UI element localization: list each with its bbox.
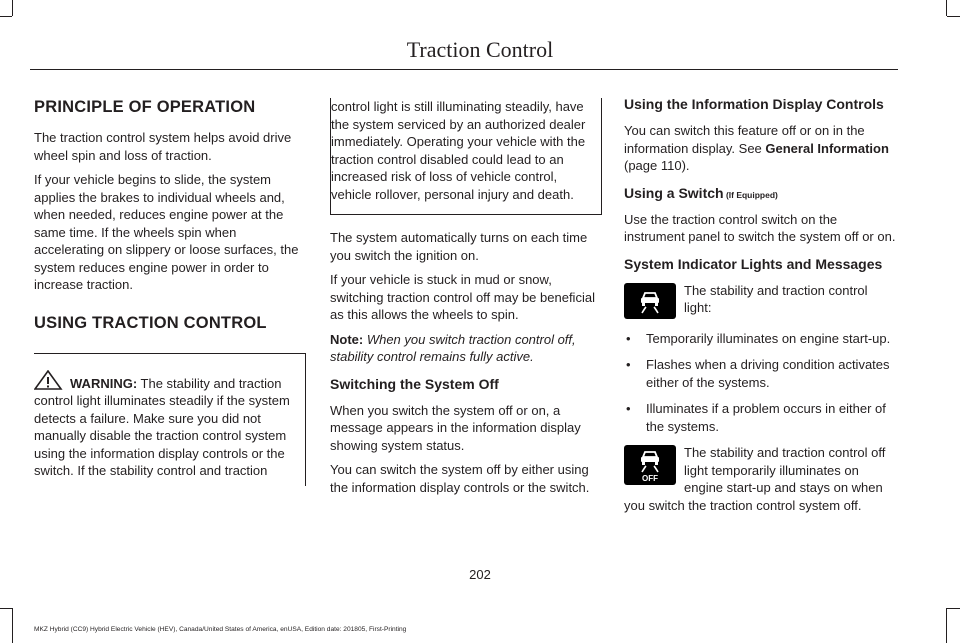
crop-mark (0, 16, 12, 17)
traction-control-light-icon (624, 283, 676, 319)
info-text-post: (page 110). (624, 158, 690, 173)
column-3 (624, 96, 896, 521)
switch-heading (624, 185, 896, 201)
traction-control-off-light-icon (624, 445, 676, 485)
page-number: 202 (469, 567, 491, 582)
if-equipped-label: (If Equipped) (723, 189, 778, 200)
header-rule (30, 69, 898, 70)
page-title: Traction Control (406, 37, 554, 62)
warning-box-continued (330, 98, 602, 215)
warning-text: The stability and traction control light illuminates steadily if the system detects a failure. Make sure you did not manually disable the traction control system using the information display controls or the switch. If the stability control and traction (34, 375, 290, 478)
principle-paragraph-2: If your vehicle begins to slide, the system applies the brakes to individual wheels and, when needed, reduces engine power at the same time. If the wheels spin when accelerating on slippery or loose surfaces, the system reduces engine power in order to increase traction. (34, 172, 299, 292)
info-text-pre: You can switch this feature off or on in the information display. See (624, 123, 865, 156)
note-label: Note: (330, 331, 364, 347)
crop-mark (12, 0, 13, 16)
column-2 (330, 98, 602, 503)
column-1 (34, 92, 306, 486)
crop-mark (0, 608, 12, 609)
note-text: When you switch traction control off, stability control remains fully active. (330, 331, 576, 364)
auto-on-paragraph: The system automatically turns on each time you switch the ignition on. (330, 230, 588, 263)
list-item: • Flashes when a driving condition activates either of the systems. (624, 356, 896, 391)
info-display-paragraph (624, 122, 896, 175)
switch-heading-text: Using a Switch (624, 184, 724, 201)
using-heading: USING TRACTION CONTROL (34, 313, 267, 332)
list-item: • Illuminates if a problem occurs in either of the systems. (624, 400, 896, 435)
info-display-heading: Using the Information Display Controls (624, 96, 884, 112)
warning-box (34, 353, 306, 486)
crop-mark (947, 16, 960, 17)
indicator-1-text: The stability and traction control light: (684, 282, 868, 315)
crop-mark (947, 608, 960, 609)
general-information-link[interactable]: General Information (765, 140, 889, 156)
switch-paragraph: Use the traction control switch on the instrument panel to switch the system off or on. (624, 211, 896, 244)
warning-triangle-icon (34, 370, 66, 390)
indicator-row-1 (624, 282, 896, 324)
stuck-paragraph: If your vehicle is stuck in mud or snow, switching traction control off may be beneficial as this allows the wheels to spin. (330, 272, 595, 322)
indicator-2-text: The stability and traction control off light temporarily illuminates on engine start-up and stays on when you switch the traction control system off. (624, 445, 886, 513)
edition-footer: MKZ Hybrid (CC9) Hybrid Electric Vehicle (HEV), Canada/United States of America, enUSA, Edition date: 201805, First-Printing (34, 626, 407, 633)
off-label: OFF (642, 474, 658, 483)
indicator-bullet-list (624, 330, 896, 436)
warning-continued-text: control light is still illuminating steadily, have the system serviced by an authorized dealer immediately. Operating your vehicle with the traction control disabled could lead to an increased risk of loss of vehicle control, vehicle rollover, personal injury and death. (331, 99, 586, 202)
principle-heading: PRINCIPLE OF OPERATION (34, 98, 256, 116)
crop-mark (946, 0, 947, 16)
switching-heading: Switching the System Off (330, 375, 499, 392)
principle-paragraph-1: The traction control system helps avoid drive wheel spin and loss of traction. (34, 130, 292, 163)
indicator-row-2 (624, 444, 896, 521)
crop-mark (946, 608, 947, 643)
list-item: • Temporarily illuminates on engine start-up. (624, 330, 896, 348)
note-paragraph (330, 331, 602, 366)
switching-paragraph-1: When you switch the system off or on, a message appears in the information display showing system status. (330, 402, 581, 453)
indicator-heading: System Indicator Lights and Messages (624, 255, 883, 272)
warning-label: WARNING: (70, 375, 138, 391)
warning-paragraph (34, 370, 305, 480)
switching-paragraph-2: You can switch the system off by either using the information display controls or the switch. (330, 462, 590, 495)
crop-mark (12, 608, 13, 643)
